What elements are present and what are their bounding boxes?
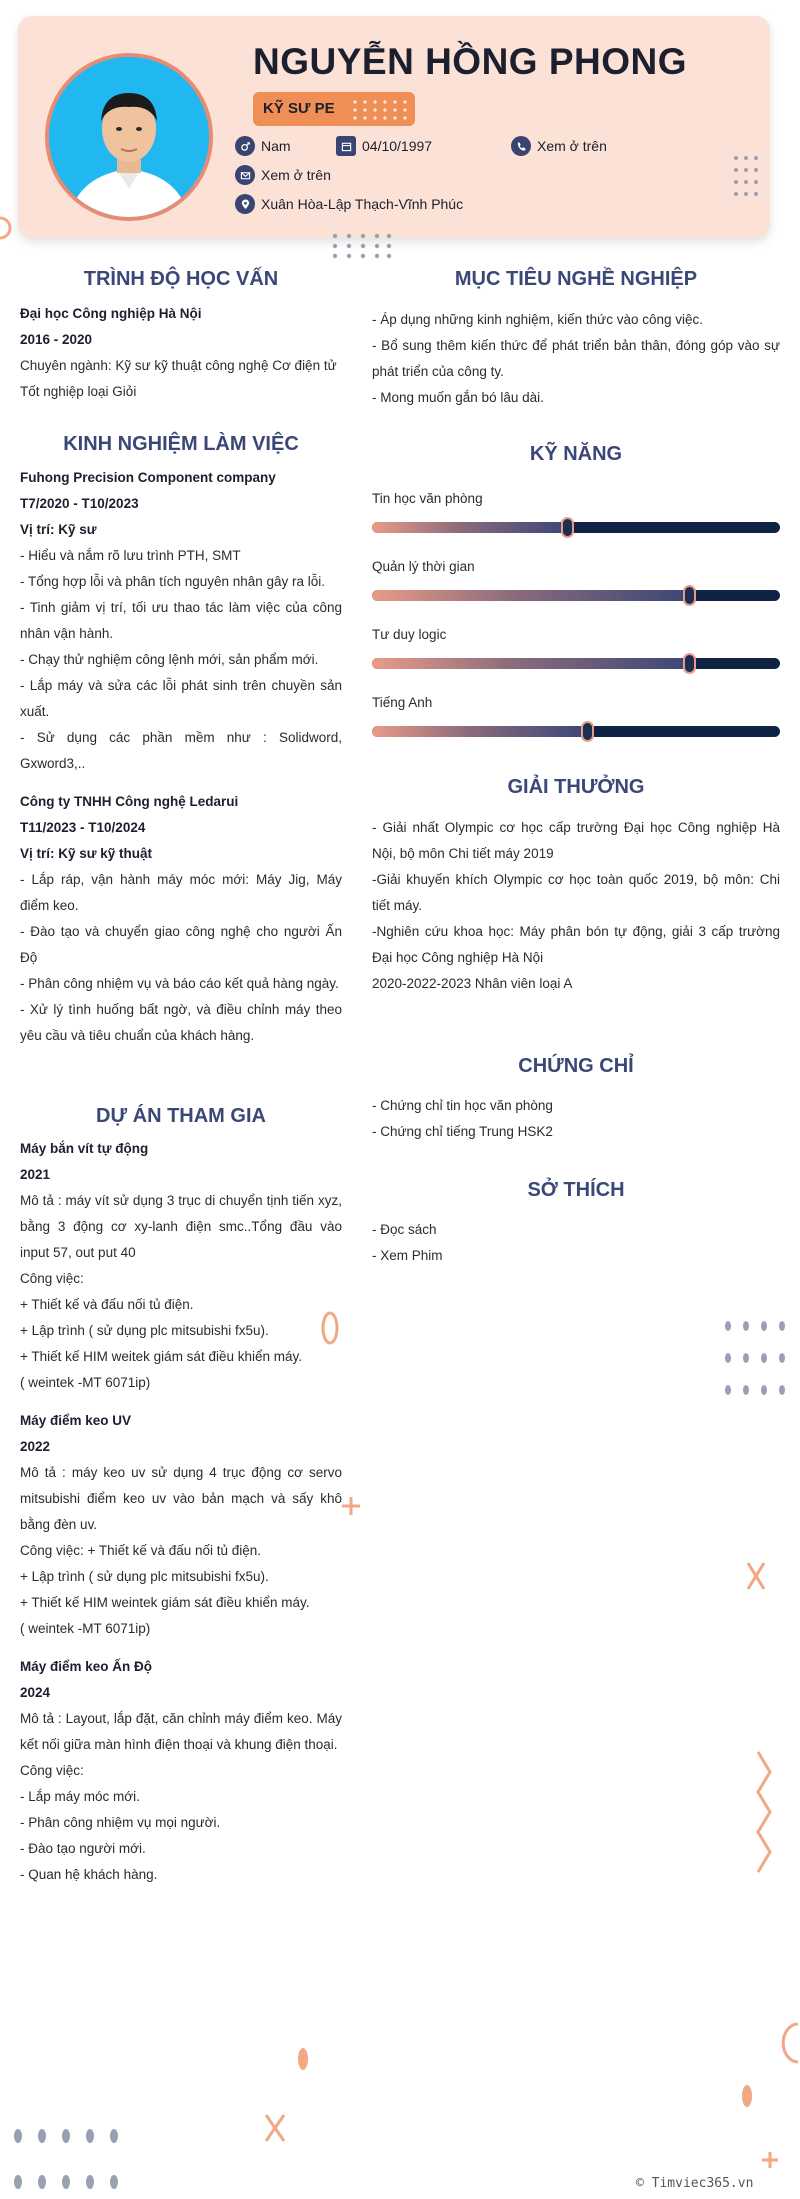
project-line: + Thiết kế và đấu nối tủ điện.: [20, 1297, 194, 1312]
hobby-item: - Xem Phim: [372, 1248, 443, 1263]
skill-name: Tư duy logic: [372, 627, 447, 642]
projects-title: DỰ ÁN THAM GIA: [96, 1105, 266, 1127]
skill-bar-knob: [683, 585, 696, 606]
phone-info: [511, 136, 607, 156]
job-duty: - Lắp máy và sửa các lỗi phát sinh trên chuyền sản xuất.: [20, 678, 342, 719]
objective-section: [372, 307, 780, 411]
phone-value: Xem ở trên: [537, 138, 607, 154]
skill-bar-fill: [372, 522, 568, 533]
projects-section: [20, 1136, 342, 1888]
job-duty: - Đào tạo và chuyển giao công nghệ cho người Ấn Độ: [20, 924, 342, 965]
job-period: T7/2020 - T10/2023: [20, 496, 139, 511]
skill-bar: [372, 590, 780, 601]
award-item: 2020-2022-2023 Nhân viên loại A: [372, 976, 573, 991]
project-line: + Thiết kế HIM weintek giám sát điều khiển máy.: [20, 1595, 310, 1610]
awards-title: GIẢI THƯỞNG: [507, 776, 645, 798]
job-title-badge: [253, 92, 415, 126]
zigzag-decoration: [752, 1750, 776, 1880]
project-line: Công việc:: [20, 1271, 84, 1286]
project-line: Mô tả : Layout, lắp đặt, căn chỉnh máy điểm keo. Máy kết nối giữa màn hình điện thoại và khung điện thoại.: [20, 1711, 342, 1752]
project-line: - Lắp máy móc mới.: [20, 1789, 140, 1804]
awards-section: [372, 815, 780, 997]
skill-bar: [372, 658, 780, 669]
job-duty: - Hiểu và nắm rõ lưu trình PTH, SMT: [20, 548, 241, 563]
project-name: Máy điểm keo UV: [20, 1413, 132, 1428]
skill-bar-knob: [683, 653, 696, 674]
experience-title: KINH NGHIỆM LÀM VIỆC: [63, 433, 299, 455]
job-duty: - Sử dụng các phần mềm như : Solidword, Gxword3,..: [20, 730, 342, 771]
birthday-info: [336, 136, 432, 156]
badge-dots-decoration: [351, 98, 407, 120]
oval-decoration: [740, 2082, 754, 2110]
objective-item: - Bổ sung thêm kiến thức để phát triển bản thân, đóng góp vào sự phát triển của công ty.: [372, 338, 780, 379]
certificate-item: - Chứng chỉ tiếng Trung HSK2: [372, 1124, 553, 1139]
skill-name: Quản lý thời gian: [372, 559, 475, 574]
objective-item: - Áp dụng những kinh nghiệm, kiến thức vào công việc.: [372, 312, 704, 327]
avatar: [45, 53, 213, 221]
skills-title: KỸ NĂNG: [529, 443, 623, 465]
job-role: Vị trí: Kỹ sư: [20, 522, 97, 537]
skill-bar-fill: [372, 726, 588, 737]
job-duty: - Tổng hợp lỗi và phân tích nguyên nhân gây ra lỗi.: [20, 574, 326, 589]
certificate-item: - Chứng chỉ tin học văn phòng: [372, 1098, 553, 1113]
job-duty: - Xử lý tình huống bất ngờ, và điều chỉnh máy theo yêu cầu và tiêu chuẩn của khách hàng.: [20, 1002, 342, 1043]
education-title: TRÌNH ĐỘ HỌC VẤN: [83, 268, 279, 290]
ring-decoration: [320, 1308, 340, 1348]
plus-decoration: [760, 2150, 780, 2170]
hobbies-section: [372, 1217, 780, 1269]
job-title: KỸ SƯ PE: [263, 100, 335, 117]
candidate-name: NGUYỄN HỒNG PHONG: [253, 41, 688, 82]
project-line: ( weintek -MT 6071ip): [20, 1375, 151, 1390]
project-year: 2024: [20, 1685, 51, 1700]
gender-info: [235, 136, 291, 156]
education-grade: Tốt nghiệp loại Giỏi: [20, 384, 137, 399]
award-item: -Nghiên cứu khoa học: Máy phân bón tự động, giải 3 cấp trường Đại học Công nghiệp Hà Nội: [372, 924, 780, 965]
watermark: © Timviec365.vn: [636, 2176, 754, 2191]
cross-decoration: [262, 2112, 288, 2144]
gender-value: Nam: [261, 138, 291, 154]
job-duty: - Phân công nhiệm vụ và báo cáo kết quả hàng ngày.: [20, 976, 339, 991]
job-duty: - Chạy thử nghiệm công lệnh mới, sản phẩm mới.: [20, 652, 319, 667]
project-line: + Lập trình ( sử dụng plc mitsubishi fx5u).: [20, 1569, 269, 1584]
birthday-value: 04/10/1997: [362, 138, 433, 154]
email-icon: [235, 165, 255, 185]
location-icon: [235, 194, 255, 214]
job-duty: - Tinh giảm vị trí, tối ưu thao tác làm việc của công nhân vận hành.: [20, 600, 342, 641]
job-company: Công ty TNHH Công nghệ Ledarui: [20, 794, 239, 809]
email-value: Xem ở trên: [261, 167, 331, 183]
project-line: - Đào tạo người mới.: [20, 1841, 146, 1856]
skill-bar-fill: [372, 590, 690, 601]
certificates-section: [372, 1093, 780, 1145]
project-name: Máy bắn vít tự động: [20, 1141, 149, 1156]
skill-bar: [372, 726, 780, 737]
project-year: 2022: [20, 1439, 51, 1454]
gender-icon: [235, 136, 255, 156]
address-info: [235, 194, 463, 214]
skill-bar-fill: [372, 658, 690, 669]
project-year: 2021: [20, 1167, 51, 1182]
ring-decoration: [780, 2020, 800, 2066]
project-name: Máy điểm keo Ấn Độ: [20, 1659, 153, 1674]
phone-icon: [511, 136, 531, 156]
education-section: [20, 301, 342, 405]
hobby-item: - Đọc sách: [372, 1222, 437, 1237]
education-years: 2016 - 2020: [20, 332, 93, 347]
job-role: Vị trí: Kỹ sư kỹ thuật: [20, 846, 153, 861]
skill-bar-knob: [561, 517, 574, 538]
project-line: ( weintek -MT 6071ip): [20, 1621, 151, 1636]
experience-section: [20, 465, 342, 1049]
job-company: Fuhong Precision Component company: [20, 470, 276, 485]
project-line: Công việc:: [20, 1763, 84, 1778]
project-line: Công việc: + Thiết kế và đấu nối tủ điện.: [20, 1543, 262, 1558]
hobbies-title: SỞ THÍCH: [527, 1179, 625, 1201]
oval-decoration: [296, 2045, 310, 2073]
dots-decoration: [10, 2126, 134, 2198]
skill-name: Tiếng Anh: [372, 695, 433, 710]
award-item: - Giải nhất Olympic cơ học cấp trường Đại học Công nghiệp Hà Nội, bộ môn Chi tiết máy 2019: [372, 820, 780, 861]
school-name: Đại học Công nghiệp Hà Nội: [20, 306, 202, 321]
project-line: Mô tả : máy vít sử dụng 3 trục di chuyển tịnh tiến xyz, bằng 3 động cơ xy-lanh điện smc..Tổng đầu vào input 57, out put 40: [20, 1193, 342, 1260]
calendar-icon: [336, 136, 356, 156]
certificates-title: CHỨNG CHỈ: [518, 1055, 634, 1077]
ring-decoration: [0, 216, 14, 242]
dots-decoration: [722, 1318, 792, 1402]
objective-title: MỤC TIÊU NGHỀ NGHIỆP: [454, 268, 698, 290]
objective-item: - Mong muốn gắn bó lâu dài.: [372, 390, 544, 405]
project-line: Mô tả : máy keo uv sử dụng 4 trục động cơ servo mitsubishi điểm keo uv vào bản mạch và sấy khô bằng đèn uv.: [20, 1465, 342, 1532]
project-line: - Phân công nhiệm vụ mọi người.: [20, 1815, 221, 1830]
dots-decoration: [732, 154, 762, 210]
profile-header: [18, 16, 770, 238]
project-line: + Thiết kế HIM weitek giám sát điều khiển máy.: [20, 1349, 302, 1364]
skill-bar-knob: [581, 721, 594, 742]
cross-decoration: [745, 1560, 767, 1592]
plus-decoration: [340, 1495, 362, 1517]
project-line: - Quan hệ khách hàng.: [20, 1867, 158, 1882]
award-item: -Giải khuyến khích Olympic cơ học toàn quốc 2019, bộ môn: Chi tiết máy.: [372, 872, 780, 913]
job-duty: - Lắp ráp, vận hành máy móc mới: Máy Jig, Máy điểm keo.: [20, 872, 342, 913]
education-major: Chuyên ngành: Kỹ sư kỹ thuật công nghệ Cơ điện tử: [20, 358, 337, 373]
dots-decoration: [331, 232, 393, 262]
project-line: + Lập trình ( sử dụng plc mitsubishi fx5u).: [20, 1323, 269, 1338]
skill-bar: [372, 522, 780, 533]
job-period: T11/2023 - T10/2024: [20, 820, 146, 835]
email-info: [235, 165, 331, 185]
skill-name: Tin học văn phòng: [372, 491, 483, 506]
address-value: Xuân Hòa-Lập Thạch-Vĩnh Phúc: [261, 196, 464, 212]
